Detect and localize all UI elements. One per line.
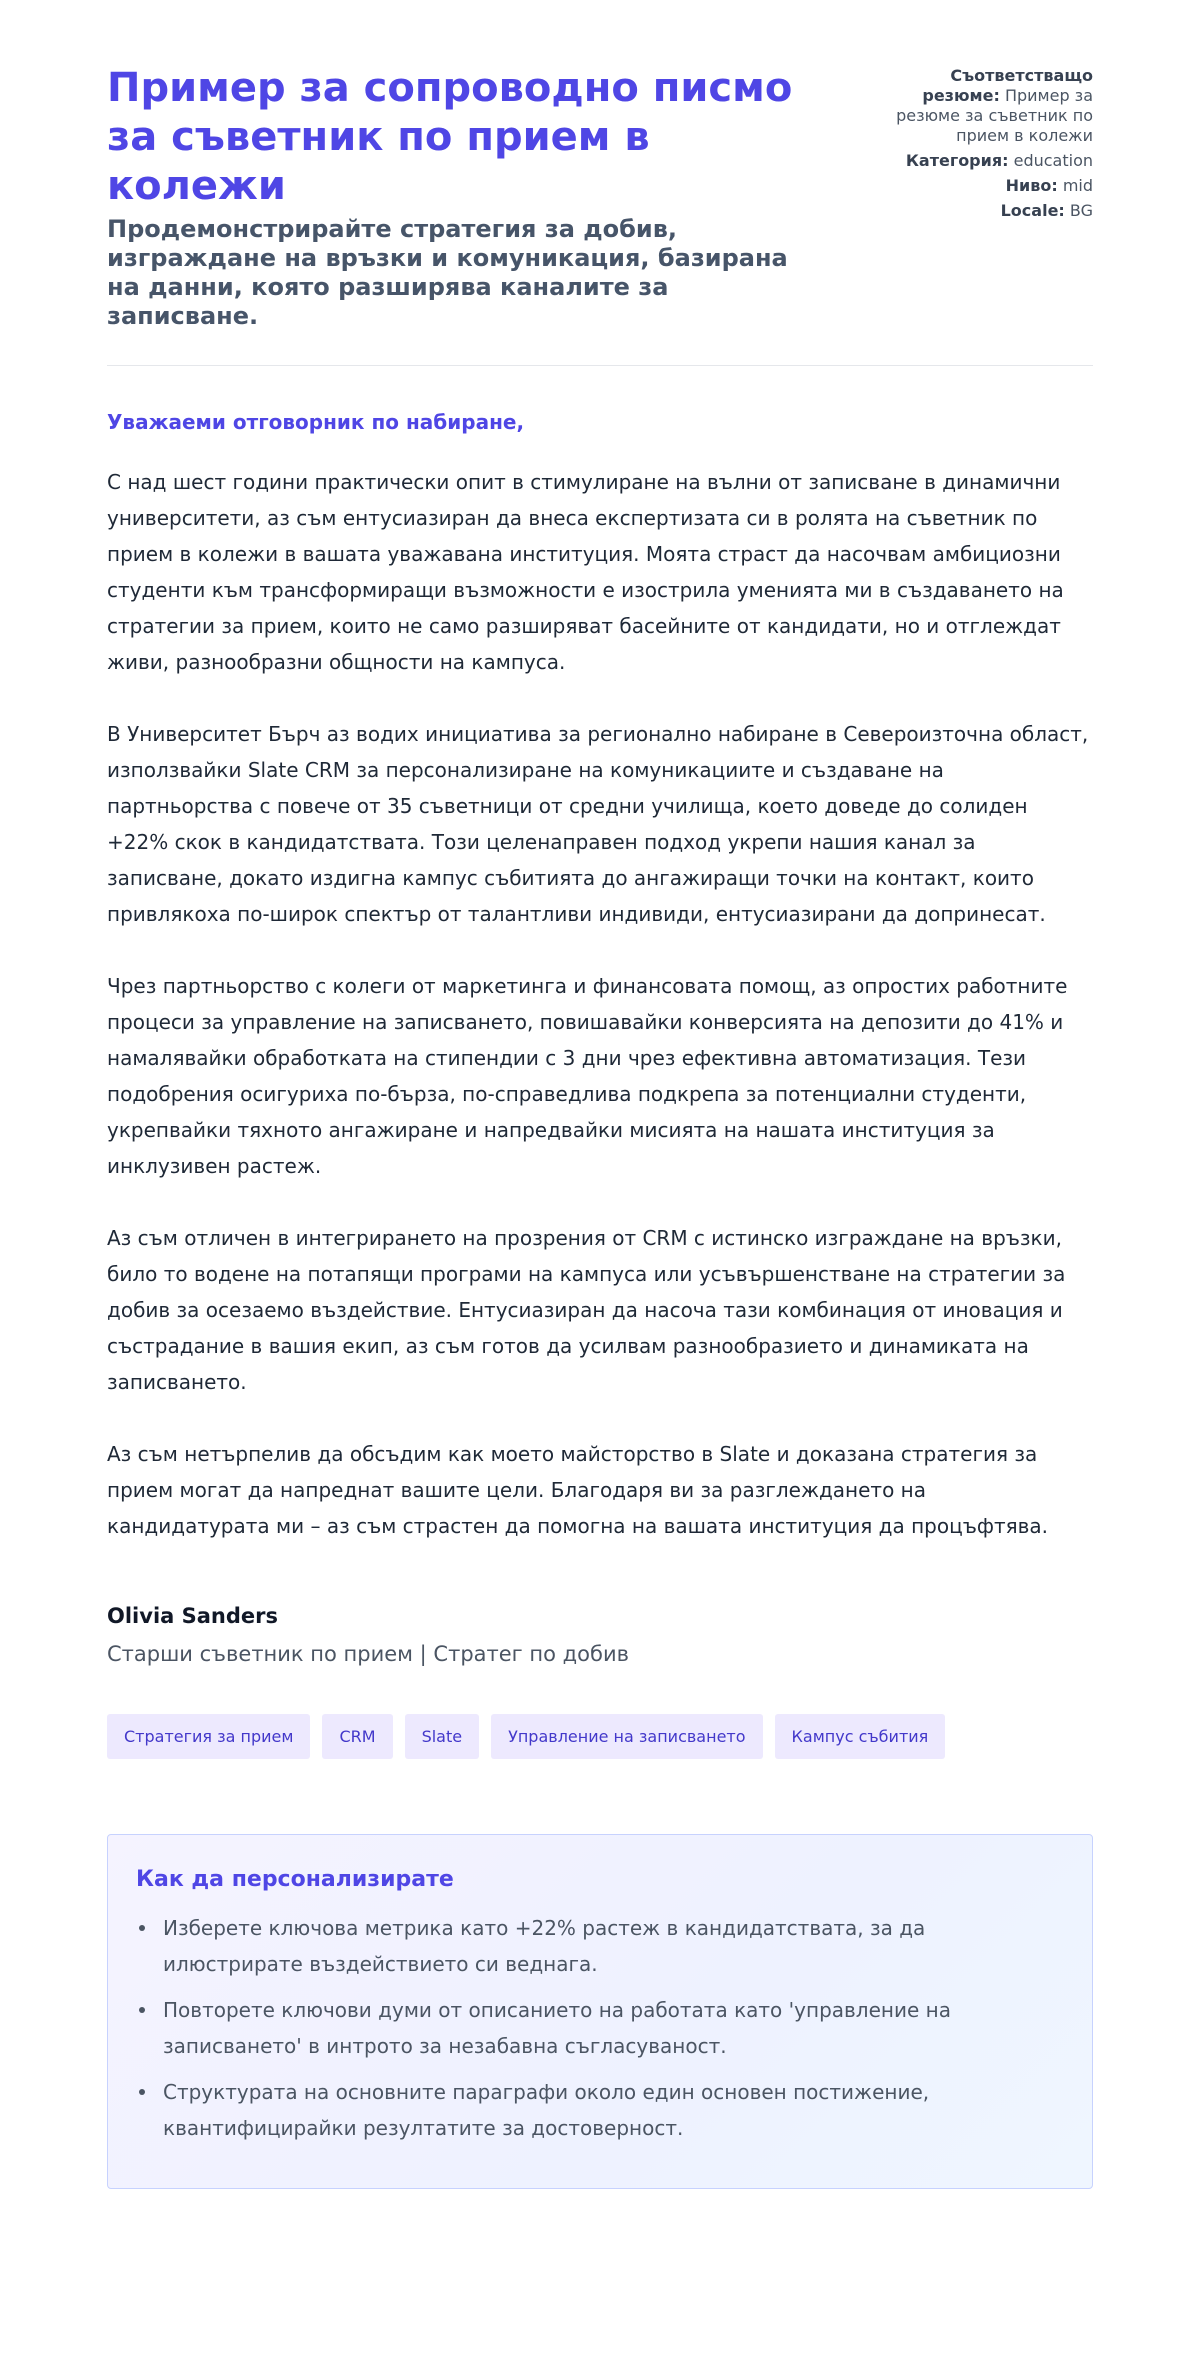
skill-tags [107,1714,1093,1759]
signature-role: Старши съветник по прием | Стратег по добив [107,1642,629,1666]
skill-tag[interactable]: Кампус събития [775,1714,946,1759]
tip-item [136,2074,1064,2146]
tip-text: Повторете ключови думи от описанието на работата като 'управление на записването' в интрото за незабавна съгласуваност. [163,1998,951,2058]
meta-category-value: education [1013,151,1093,170]
letter-paragraph: В Университет Бърч аз водих инициатива за регионално набиране в Североизточна област, използвайки Slate CRM за персонализиране на комуникациите и създаване на партньорства с повече от 35 съветници от средни училища, което доведе до солиден +22% скок в кандидатствата. Този целенаправен подход укрепи нашия канал за записване, докато издигна кампус събитията до ангажиращи точки на контакт, които привлякоха по-широк спектър от талантливи индивиди, ентусиазирани да допринесат. [107,722,1089,926]
meta-locale-label: Locale: [1000,201,1065,220]
meta-category [873,151,1093,171]
signature-name: Olivia Sanders [107,1604,278,1628]
bullet-icon [139,2089,145,2095]
letter-paragraph: С над шест години практически опит в стимулиране на вълни от записване в динамични университети, аз съм ентусиазиран да внеса експертизата си в ролята на съветник по прием в колежи в вашата уважавана институция. Моята страст да насочвам амбициозни студенти към трансформиращи възможности е изострила уменията ми в създаването на стратегии за прием, които не само разширяват басейните от кандидати, но и отглеждат живи, разнообразни общности на кампуса. [107,470,1064,674]
tips-list [136,1910,1064,2146]
meta-resume-label: Съответстващо резюме: [922,66,1093,105]
bullet-icon [139,1925,145,1931]
letter-paragraph: Аз съм отличен в интегрирането на прозрения от CRM с истинско изграждане на връзки, било то водене на потапящи програми на кампуса или усъвършенстване на стратегии за добив за осезаемо въздействие. Ентусиазиран да насоча тази комбинация от иновация и състрадание в вашия екип, аз съм готов да усилвам разнообразието и динамиката на записването. [107,1226,1066,1394]
letter-body [107,464,1093,1544]
meta-level-value: mid [1062,176,1093,195]
skill-tag[interactable]: CRM [322,1714,392,1759]
signature-block [107,1604,1093,1666]
meta-locale-value: BG [1069,201,1093,220]
tips-title: Как да персонализирате [136,1867,454,1892]
meta-category-label: Категория: [905,151,1009,170]
tip-item [136,1910,1064,1982]
page-subtitle: Продемонстрирайте стратегия за добив, изграждане на връзки и комуникация, базирана на данни, която разширява каналите за записване. [107,215,788,330]
bullet-icon [139,2007,145,2013]
meta-level-label: Ниво: [1005,176,1058,195]
letter-paragraph: Чрез партньорство с колеги от маркетинга и финансовата помощ, аз опростих работните процеси за управление на записването, повишавайки конверсията на депозити до 41% и намалявайки обработката на стипендии с 3 дни чрез ефективна автоматизация. Тези подобрения осигуриха по-бърза, по-справедлива подкрепа за потенциални студенти, укрепвайки тяхното ангажиране и напредвайки мисията на нашата институция за инклузивен растеж. [107,974,1068,1178]
cover-letter-page [107,64,1093,2189]
header-titles [107,64,817,331]
page-header [107,64,1093,366]
letter-paragraph: Аз съм нетърпелив да обсъдим как моето майсторство в Slate и доказана стратегия за прием могат да напреднат вашите цели. Благодаря ви за разглеждането на кандидатурата ми – аз съм страстен да помогна на вашата институция да процъфтява. [107,1442,1049,1538]
tip-item [136,1992,1064,2064]
meta-locale [873,201,1093,221]
skill-tag[interactable]: Стратегия за прием [107,1714,310,1759]
skill-tag[interactable]: Управление на записването [491,1714,762,1759]
page-title: Пример за сопроводно писмо за съветник по прием в колежи [107,65,793,209]
tip-text: Структурата на основните параграфи около един основен постижение, квантифицирайки резултатите за достоверност. [163,2080,930,2140]
customization-tips-box [107,1834,1093,2189]
meta-resume-value[interactable]: Пример за резюме за съветник по прием в колежи [896,86,1093,145]
meta-level [873,176,1093,196]
meta-panel [873,64,1093,226]
meta-resume [873,66,1093,146]
tip-text: Изберете ключова метрика като +22% растеж в кандидатствата, за да илюстрирате въздействието си веднага. [163,1916,926,1976]
skill-tag[interactable]: Slate [405,1714,480,1759]
letter-greeting: Уважаеми отговорник по набиране, [107,410,525,434]
